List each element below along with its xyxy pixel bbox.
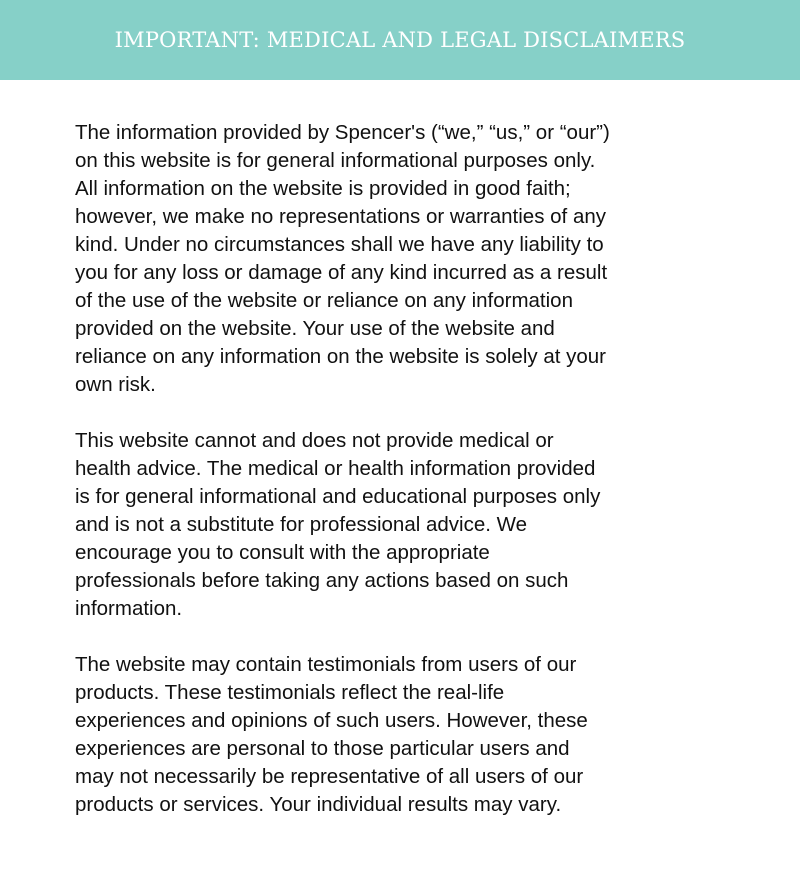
testimonials-disclaimer-paragraph [75, 651, 735, 819]
paragraph-line: This website cannot and does not provide medical or [75, 429, 554, 452]
paragraph-line: products. These testimonials reflect the real-life [75, 681, 505, 704]
disclaimer-content [75, 119, 735, 847]
medical-disclaimer-paragraph [75, 427, 735, 623]
paragraph-line: provided on the website. Your use of the website and [75, 317, 555, 340]
paragraph-line: however, we make no representations or warranties of any [75, 205, 606, 228]
paragraph-line: experiences are personal to those particular users and [75, 737, 570, 760]
paragraph-line: own risk. [75, 373, 156, 396]
paragraph-line: of the use of the website or reliance on any information [75, 289, 573, 312]
paragraph-line: and is not a substitute for professional advice. We [75, 513, 528, 536]
paragraph-line: The website may contain testimonials from users of our [75, 653, 577, 676]
paragraph-line: is for general informational and educational purposes only [75, 485, 601, 508]
legal-disclaimer-paragraph [75, 119, 735, 399]
paragraph-line: encourage you to consult with the appropriate [75, 541, 490, 564]
paragraph-line: you for any loss or damage of any kind incurred as a result [75, 261, 608, 284]
paragraph-line: All information on the website is provided in good faith; [75, 177, 571, 200]
paragraph-line: kind. Under no circumstances shall we have any liability to [75, 233, 604, 256]
paragraph-line: products or services. Your individual results may vary. [75, 793, 562, 816]
paragraph-line: health advice. The medical or health information provided [75, 457, 596, 480]
paragraph-line: experiences and opinions of such users. However, these [75, 709, 588, 732]
paragraph-line: on this website is for general informational purposes only. [75, 149, 596, 172]
paragraph-line: reliance on any information on the website is solely at your [75, 345, 607, 368]
page-title: IMPORTANT: MEDICAL AND LEGAL DISCLAIMERS [114, 28, 686, 52]
paragraph-line: may not necessarily be representative of all users of our [75, 765, 584, 788]
header-banner [0, 0, 800, 80]
paragraph-line: professionals before taking any actions based on such [75, 569, 569, 592]
paragraph-line: The information provided by Spencer's (“we,” “us,” or “our”) [75, 121, 610, 144]
paragraph-line: information. [75, 597, 183, 620]
